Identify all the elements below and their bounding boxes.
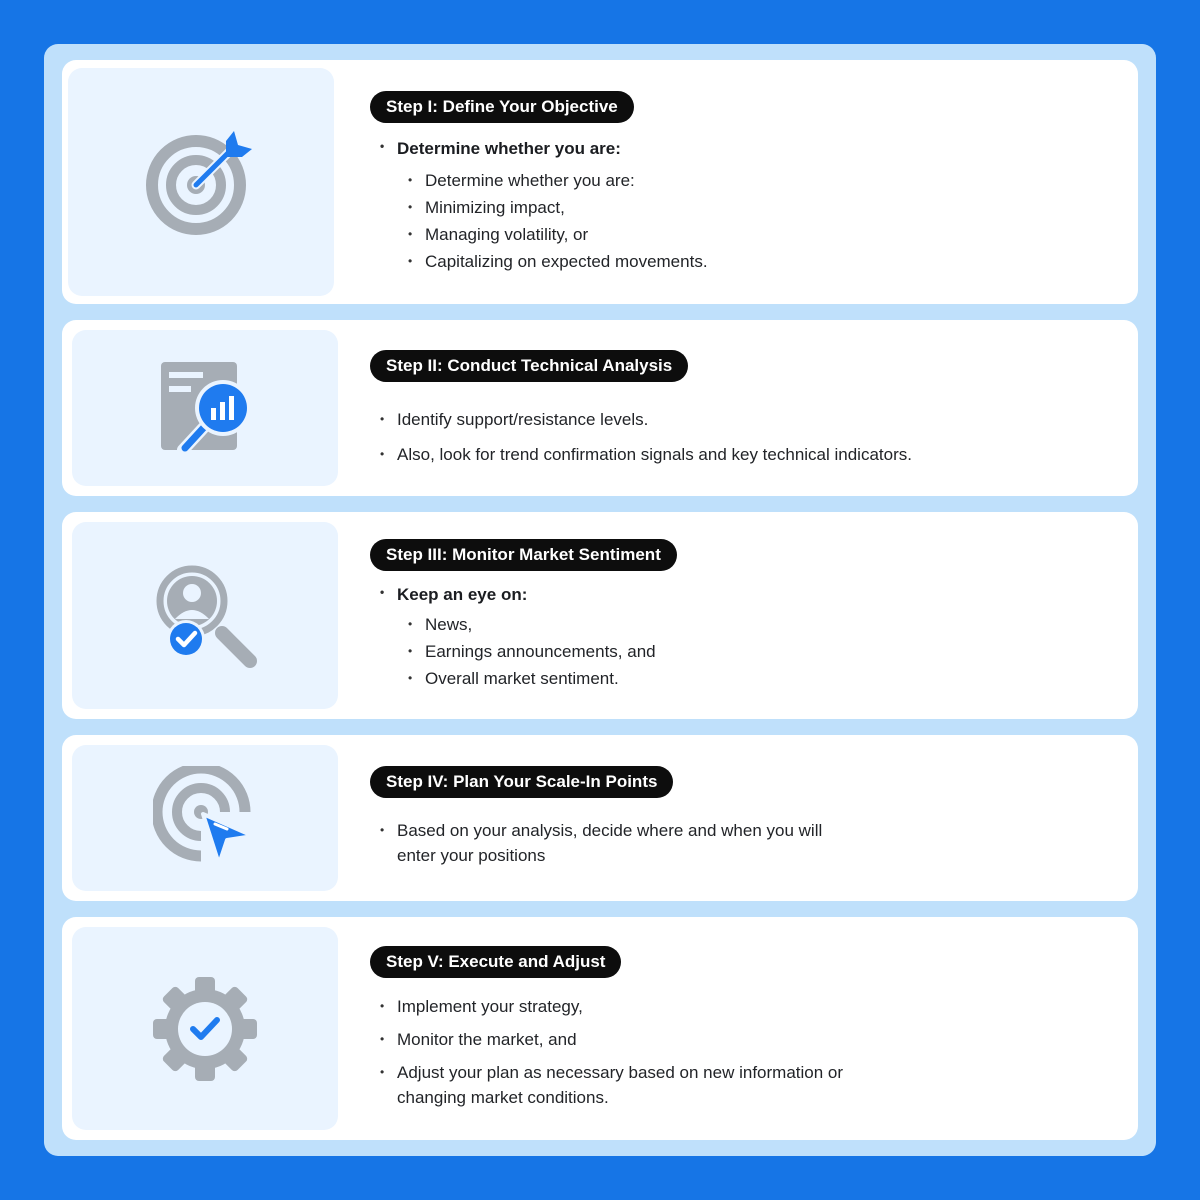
step-1-subitem-4: • Capitalizing on expected movements. — [425, 248, 1118, 275]
step-5-item-2: • Monitor the market, and — [397, 1027, 1118, 1052]
step-2-title: Step II: Conduct Technical Analysis — [370, 350, 688, 382]
step-1-item-1: • Determine whether you are: — [397, 139, 1118, 159]
step-3-title: Step III: Monitor Market Sentiment — [370, 539, 677, 571]
step-card-4 — [62, 735, 1138, 901]
step-1-title: Step I: Define Your Objective — [370, 91, 634, 123]
step-3-icon-box — [72, 522, 338, 709]
step-1-icon-box — [68, 68, 334, 296]
step-1-subitem-2: • Minimizing impact, — [425, 194, 1118, 221]
step-card-1 — [62, 60, 1138, 304]
step-5-title: Step V: Execute and Adjust — [370, 946, 621, 978]
step-5-content — [370, 946, 1118, 1110]
step-2-item-1: • Identify support/resistance levels. — [397, 402, 1118, 437]
step-3-content — [370, 539, 1118, 692]
step-1-subitem-3: • Managing volatility, or — [425, 221, 1118, 248]
step-5-icon-box — [72, 927, 338, 1130]
step-5-item-3-line-2: changing market conditions. — [397, 1088, 609, 1107]
step-5-item-3-line-1: Adjust your plan as necessary based on new information or — [397, 1063, 844, 1082]
step-4-icon-box — [72, 745, 338, 891]
step-card-5 — [62, 917, 1138, 1140]
document-analysis-icon — [155, 358, 255, 458]
step-3-subitem-3: • Overall market sentiment. — [425, 665, 1118, 692]
step-3-subitem-2: • Earnings announcements, and — [425, 638, 1118, 665]
step-5-item-1: • Implement your strategy, — [397, 994, 1118, 1019]
target-arrow-icon — [146, 127, 256, 237]
user-search-check-icon — [150, 561, 260, 671]
step-5-item-3 — [397, 1060, 1118, 1110]
step-card-3 — [62, 512, 1138, 719]
gear-check-icon — [150, 974, 260, 1084]
step-1-subitem-1: • Determine whether you are: — [425, 167, 1118, 194]
step-4-content — [370, 766, 1118, 868]
step-4-title: Step IV: Plan Your Scale-In Points — [370, 766, 673, 798]
step-3-subitem-1: • News, — [425, 611, 1118, 638]
step-2-content — [370, 350, 1118, 472]
step-4-item-1-line-2: enter your positions — [397, 846, 546, 865]
step-4-item-1 — [397, 818, 1118, 868]
step-4-item-1-line-1: Based on your analysis, decide where and when you will — [397, 821, 823, 840]
step-2-icon-box — [72, 330, 338, 486]
step-3-item-1: • Keep an eye on: — [397, 585, 1118, 605]
step-1-content — [370, 91, 1118, 275]
step-card-2 — [62, 320, 1138, 496]
step-2-item-2: • Also, look for trend confirmation signals and key technical indicators. — [397, 437, 1118, 472]
target-cursor-icon — [153, 766, 257, 870]
